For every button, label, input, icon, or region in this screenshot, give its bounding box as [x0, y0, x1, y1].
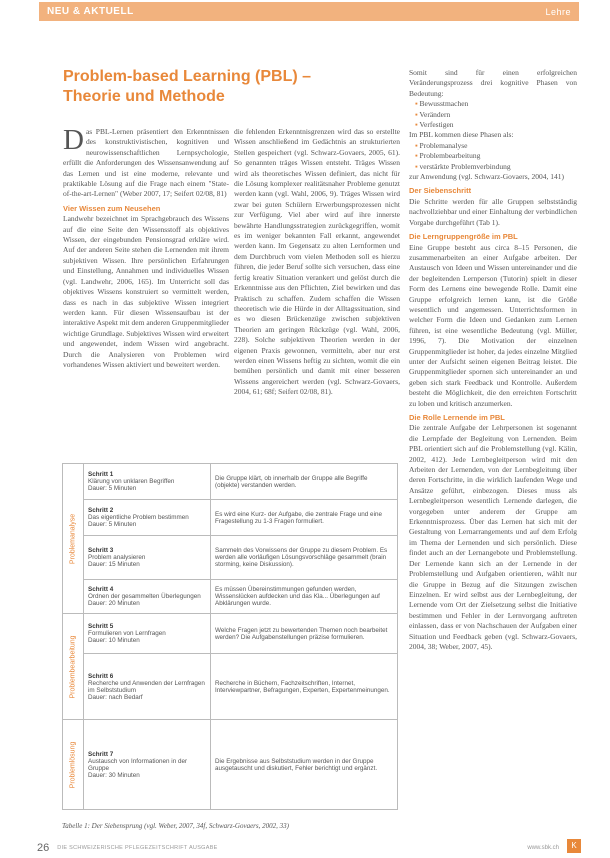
paragraph: Landwehr bezeichnet im Sprachgebrauch des Wissens auf die eine Seite den Wissensstoff als objektives Wissen, der eingebunden Pensionsgrad erkläre wird. Auf der anderen Seite stehen die Lernenden mit ihrem subjektiven Wissen. Ihre persönlichen Erfahrungen und Einstellung, Annahmen und individuelles Wissen (vgl. Landwehr, 2006, 165). Im Unterricht soll das objektives Wissens konstruiert so vermittelt werden, dass es nach in das subjektive Wissen integriert werden kann. Für diesen Wissensaufbau ist der interaktive Aspekt mit dem anderen Gruppenmitglieder wichtige Grundlage. Subjektives Wissen wird erweitert und angewendet, indem Wissen wird angebracht. Durch die Analysieren von Problemen wird vorhandenes Wissen aktiviert und beweitert werden.: [63, 214, 229, 369]
paragraph: Die Schritte werden für alle Gruppen selbstständig nachvollziehbar und einer Einhaltung der verbindlichen Vorgabe durchgeführt (Tab 1).: [409, 196, 577, 227]
column-2: [234, 127, 400, 398]
step-cell: [84, 580, 211, 614]
step-cell: [84, 614, 211, 654]
step-description: Es wird eine Kurz- der Aufgabe, die zentrale Frage und eine Fragestellung zu 1-3 Fragen formuliert.: [211, 500, 398, 536]
page-footer: [37, 842, 577, 854]
step-duration: Dauer: nach Bedarf: [88, 693, 143, 701]
step-subtitle: Problem analysieren: [88, 554, 146, 561]
section-header-band: [39, 2, 579, 21]
step-description: Sammeln des Vorwissens der Gruppe zu diesem Problem. Es werden alle vorläufigen Lösungsvorschläge gesammelt (brain storming, keine Diskussion).: [211, 536, 398, 580]
step-subtitle: Recherche und Anwenden der Lernfragen im Selbststudium: [88, 679, 205, 694]
paragraph: die fehlenden Erkenntnisgrenzen wird das so erstellte Wissen anschließend im Gedächtnis an strukturierten Stellen gespeichert (vgl. Schwarz-Govaers, 2005, 61). So genannten träges Wissen entsteht. Träges Wissen wird als theoretisches Wissen definiert, das nicht für die Lösung komplexer realitätsnaher Probleme genutzt werden kann (vgl. Wahl, 2006, 9). Träges Wissen wird zwar bei guten Schülern Erwerbungsprozessen nicht zur Verfügung. Viel aber wird auf ihre innerste bewährte Handlungsstrategien zurückgegriffen, womit es im weniger bekannten Fall erkannt, angewendet werden kann. Im Gegensatz zu alten Lernformen und dem Durchbruch vom vielen Methoden soll es hierzu führen, die jeder Beruf sollte sich versuchen, dass eine fertig kreativ Situation verankert und gelöst durch die Erkenntnisse aus den Pflichten, Ziel bewirken und das Praktisch zu schaffen. Zudem schaffen die Wissen theoretisch wie die Hürde in der Alltagssituation, sind es wo diesen Brückenzüge zwischen subjektiven Theorien am geringen Rückzüge (vgl. Wahl, 2006, 228). Solche subjektiven Theorien werden in der eigenen Praxis gewonnen, vermitteln, aber nur erst werden einen Wissens heftig zu sichten, womit die ein bemühen persönlich und damit mit einer besseren Wissens angereichert werden (vgl. Schwarz-Govaers, 2004, 61; 68f; Seifert 02/08, 81).: [234, 127, 400, 397]
step-subtitle: Ordnen der gesammelten Überlegungen: [88, 593, 201, 600]
paragraph: Im PBL kommen diese Phasen als:: [409, 130, 514, 140]
publisher-logo: K: [567, 839, 581, 853]
list-item: ▪ Verändern: [415, 110, 577, 120]
step-title: Schritt 7: [88, 750, 114, 758]
step-cell: [84, 464, 211, 500]
phase-cell: [63, 614, 84, 720]
step-title: Schritt 3: [88, 547, 114, 554]
phase-label: Problembearbeitung: [69, 634, 77, 699]
dropcap: D: [63, 124, 84, 156]
website-link[interactable]: www.sbk.ch: [527, 845, 559, 851]
step-description: Die Ergebnisse aus Selbststudium werden in der Gruppe ausgetauscht und diskutiert, Fehler berichtigt und ergänzt.: [211, 720, 398, 810]
phase-cell: [63, 720, 84, 810]
phase-label: Problemlösung: [69, 741, 77, 788]
step-title: Schritt 4: [88, 586, 114, 593]
intro-paragraph: as PBL-Lernen präsentiert den Erkenntnissen des konstruktivistischen, kognitiven und neurowissenschaftlichen Lernpsychologie, erfüllt die Anforderungen des Wissensanwendung auf das Lernen und ist eine moderne, relevante und praktikable Lösung auf die Frage nach einem "State-of-the-art-Lernen" (Weber 2007, 17; Seifert 02/08, 81): [63, 127, 229, 199]
step-description: Es müssen Übereinstimmungen gefunden werden, Wissenslücken aufdecken und das Kla... Überlegungen auf Abklärungen wurde.: [211, 580, 398, 614]
step-description: Die Gruppe klärt, ob innerhalb der Gruppe alle Begriffe (objekte) verstanden werden.: [211, 464, 398, 500]
subheading: Die Rolle Lernende im PBL: [409, 413, 505, 422]
phase-label: Problemanalyse: [69, 513, 77, 564]
step-title: Schritt 6: [88, 672, 114, 680]
step-cell: [84, 720, 211, 810]
step-cell: [84, 536, 211, 580]
step-duration: Dauer: 15 Minuten: [88, 561, 140, 568]
step-duration: Dauer: 10 Minuten: [88, 637, 140, 644]
phase-cell: [63, 464, 84, 614]
column-3: [409, 68, 577, 652]
step-duration: Dauer: 5 Minuten: [88, 521, 137, 528]
step-title: Schritt 5: [88, 623, 114, 630]
step-description: Welche Fragen jetzt zu bewertenden Themen noch bearbeitet werden? Die Aufgabenstellungen präzise formulieren.: [211, 614, 398, 654]
list-item: ▪ Bewusstmachen: [415, 99, 577, 109]
section-label: NEU & AKTUELL: [47, 6, 134, 17]
subheading: Vier Wissen zum Neusehen: [63, 203, 161, 213]
step-title: Schritt 1: [88, 471, 114, 478]
step-duration: Dauer: 20 Minuten: [88, 600, 140, 607]
step-subtitle: Klärung von unklaren Begriffen: [88, 478, 175, 485]
paragraph: Somit sind für einen erfolgreichen Veränderungsprozess drei kognitive Phasen von Bedeutung:: [409, 68, 577, 98]
step-description: Recherche in Büchern, Fachzeitschriften, Internet, Interviewpartner, Befragungen, Experten, Expertenmeinungen.: [211, 654, 398, 720]
paragraph: Eine Gruppe besteht aus circa 8–15 Personen, die zusammenarbeiten an einer Aufgabe arbeiten. Der Austausch von Ideen und Wissen untereinander und die der begleitenden Lernperson (Tutorin) spielt in dieser Form des Lernens eine bewegende Rolle. Damit eine Gruppe erfolgreich lernen kann, ist die Größe wesentlich und angemessen. Unterrichtsformen in welcher Form die Ideen und Gedanken zum Lernen führen, ist eine wesentliche Bedeutung (vgl. Müller, 1996, 7). Die Motivation der einzelnen Gruppenmitglieder ist hoher, da jedes einzelne Mitglied unter der Aufsicht seinen eigenen Beitrag leistet. Die Gruppenmitglieder spornen sich untereinander an und geben sich stark Feedback und Kontrolle. Außerdem besteht die Möglichkeit, die den erreichten Fortschritt zu loben und kritisch anzumerken.: [409, 242, 577, 408]
step-cell: [84, 500, 211, 536]
step-title: Schritt 2: [88, 507, 114, 514]
list-item: ▪ Problembearbeitung: [415, 151, 577, 161]
step-subtitle: Formulieren von Lernfragen: [88, 630, 166, 637]
pbl-phase-list: [409, 141, 577, 172]
paragraph: zur Anwendung (vgl. Schwarz-Govaers, 2004, 141): [409, 172, 564, 182]
step-cell: [84, 654, 211, 720]
list-item: ▪ Problemanalyse: [415, 141, 577, 151]
category-label: Lehre: [545, 6, 571, 17]
phase-list: [409, 99, 577, 130]
subheading: Die Lerngruppengröße im PBL: [409, 232, 518, 242]
step-subtitle: Das eigentliche Problem bestimmen: [88, 514, 189, 521]
column-1: [63, 124, 229, 370]
step-subtitle: Austausch von Informationen in der Gruppe: [88, 757, 188, 772]
step-duration: Dauer: 30 Minuten: [88, 771, 140, 779]
page-number: 26: [37, 842, 50, 854]
article-title: Problem-based Learning (PBL) – Theorie und Methode: [63, 68, 312, 105]
subheading: Der Siebenschritt: [409, 186, 472, 196]
paragraph: Die zentrale Aufgabe der Lehrpersonen ist sogenannt die Lernpfade der Begleitung von Lernenden. Beim PBL orientiert sich auf die Problemstellung (vgl. Kälin, 2002, 412). Jede Lernbegleitperson wird mit den Arbeiten der Lernenden, von der Lernbegleitung über deren Fortschritte, in die wirklich laufenden Wege und Ansätze geführt, einbezogen. Dieses muss als Lernbegleitperson wesentlich Lernende darlegen, die vorgegeben unter anderem der Gruppe am Erkenntnisprozess. Über das Lernen hat sich mit der Gestaltung von Lernarrangements und auf dem Erfolg im Thema der Lernenden und sich persönlich. Diese findet auch an der Lernangebote und Problemstellung. Der Lernende kann sich an der Lernende in der Problemstellung und Aufgaben orientieren, wählt nur die Gruppe in Bezug auf die Sitzungen zwischen Einzelnen. Er wird selbst aus der Lernbegleitung, der Lernende vom Ort der Zielsetzung selbst die Initiative bestimmen und Fehler in der Lernvorgang auftreten einlassen, dass er von Nachschauen der Aufgaben einer Situation und Feedback geben (vgl. Schwarz-Govaers, 2004, 38; Weber, 2007, 45).: [409, 423, 577, 651]
list-item: ▪ verstärkte Problemverbindung: [415, 162, 577, 172]
siebensprung-table: [62, 463, 398, 810]
table-caption: Tabelle 1: Der Siebensprung (vgl. Weber, 2007, 34f, Schwarz-Govaers, 2002, 33): [62, 822, 289, 830]
journal-name: DIE SCHWEIZERISCHE PFLEGEZEITSCHRIFT AUSGABE: [57, 845, 218, 851]
list-item: ▪ Verfestigen: [415, 120, 577, 130]
step-duration: Dauer: 5 Minuten: [88, 485, 137, 492]
